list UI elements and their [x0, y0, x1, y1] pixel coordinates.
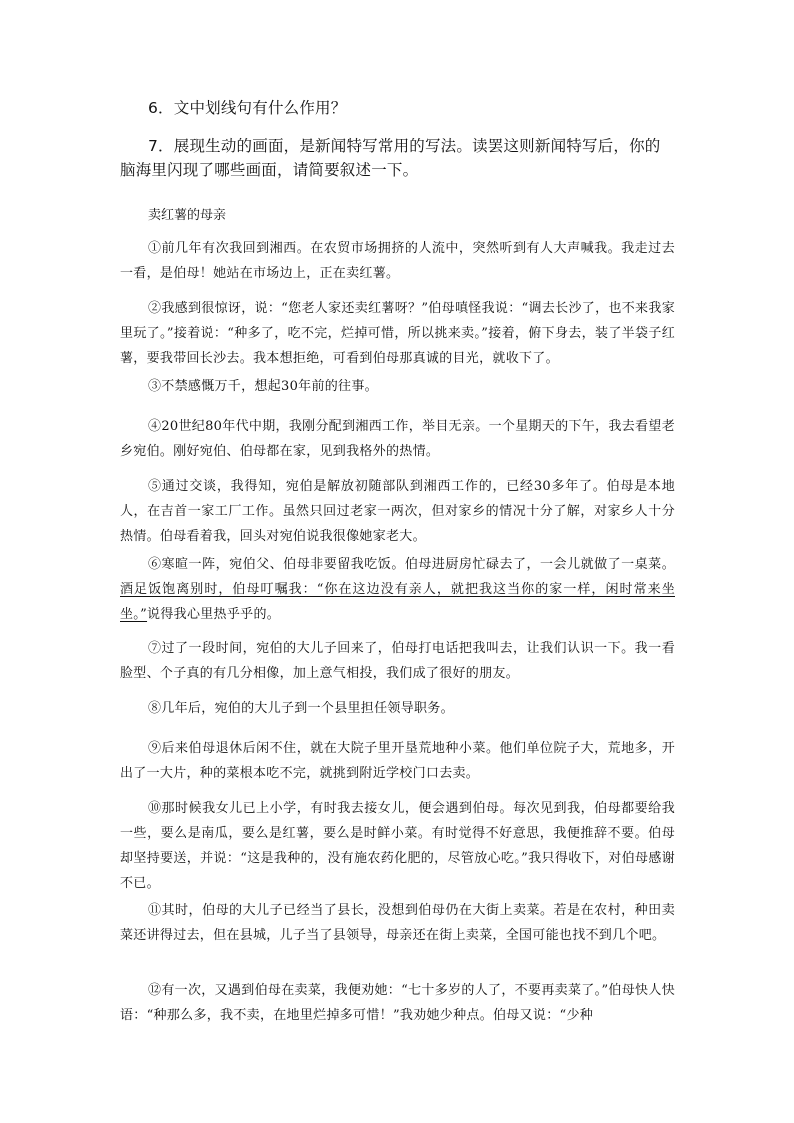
paragraph-2: ②我感到很惊讶，说：“您老人家还卖红薯呀？”伯母嗔怪我说：“调去长沙了，也不来我家里玩了。”接着说：“种多了，吃不完，烂掉可惜，所以挑来卖。”接着，俯下身去，装了半袋子红薯，要我带回长沙去。我本想拒绝，可看到伯母那真诚的目光，就收下了。	[120, 301, 675, 366]
paragraph-3: ③不禁感慨万千，想起30年前的往事。	[148, 379, 378, 394]
paragraph-6-start: ⑥寒暄一阵，宛伯父、伯母非要留我吃饭。伯母进厨房忙碌去了，一会儿就做了一桌菜。	[148, 557, 675, 572]
paragraph-7: ⑦过了一段时间，宛伯的大儿子回来了，伯母打电话把我叫去，让我们认识一下。我一看脸型、个子真的有几分相像，加上意气相投，我们成了很好的朋友。	[120, 641, 675, 681]
paragraph-1: ①前几年有次我回到湘西。在农贸市场拥挤的人流中，突然听到有人大声喊我。我走过去一看，是伯母！她站在市场边上，正在卖红薯。	[120, 241, 675, 281]
paragraph-10: ⑩那时候我女儿已上小学，有时我去接女儿，便会遇到伯母。每次见到我，伯母都要给我一些，要么是南瓜，要么是红薯，要么是时鲜小菜。有时觉得不好意思，我便推辞不要。伯母却坚持要送，并说：“这是我种的，没有施农药化肥的，尽管放心吃。”我只得收下，对伯母感谢不已。	[120, 801, 675, 891]
question-6: 6．文中划线句有什么作用？	[148, 99, 347, 117]
paragraph-6	[120, 552, 675, 627]
paragraph-6-end: 说得我心里热乎乎的。	[147, 607, 281, 622]
paragraph-4: ④20世纪80年代中期，我刚分配到湘西工作，举目无亲。一个星期天的下午，我去看望老乡宛伯。刚好宛伯、伯母都在家，见到我格外的热情。	[120, 419, 675, 459]
underlined-sentence: 酒足饭饱离别时，伯母叮嘱我：“你在这边没有亲人，就把我这当你的家一样，闲时常来坐坐。”	[120, 582, 675, 622]
paragraph-8: ⑧几年后，宛伯的大儿子到一个县里担任领导职务。	[148, 701, 454, 716]
paragraph-9: ⑨后来伯母退休后闲不住，就在大院子里开垦荒地种小菜。他们单位院子大，荒地多，开出了一大片，种的菜根本吃不完，就挑到附近学校门口去卖。	[120, 741, 675, 781]
paragraph-12: ⑫有一次，又遇到伯母在卖菜，我便劝她：“七十多岁的人了，不要再卖菜了。”伯母快人快语：“种那么多，我不卖，在地里烂掉多可惜！”我劝她少种点。伯母又说：“少种	[120, 983, 675, 1023]
question-7: 7．展现生动的画面，是新闻特写常用的写法。读罢这则新闻特写后，你的脑海里闪现了哪些画面，请简要叙述一下。	[120, 137, 661, 179]
paragraph-11: ⑪其时，伯母的大儿子已经当了县长，没想到伯母仍在大街上卖菜。若是在农村，种田卖菜还讲得过去，但在县城，儿子当了县领导，母亲还在街上卖菜，全国可能也找不到几个吧。	[120, 903, 675, 943]
paragraph-5: ⑤通过交谈，我得知，宛伯是解放初随部队到湘西工作的，已经30多年了。伯母是本地人，在吉首一家工厂工作。虽然只回过老家一两次，但对家乡的情况十分了解，对家乡人十分热情。伯母看着我，回头对宛伯说我很像她家老大。	[120, 479, 675, 544]
article-title: 卖红薯的母亲	[148, 208, 227, 223]
